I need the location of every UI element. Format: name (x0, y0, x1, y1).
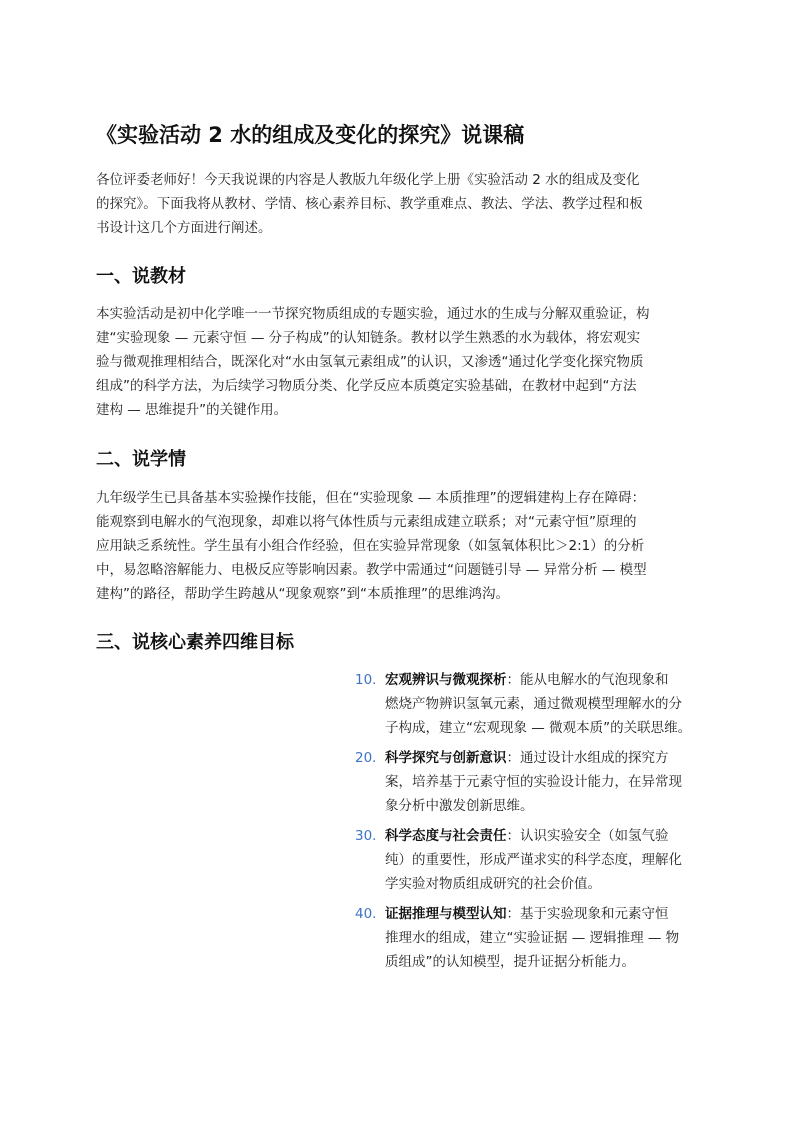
document-title: 《实验活动 2 水的组成及变化的探究》说课稿 (96, 123, 525, 147)
section-heading-students: 二、说学情 (96, 449, 186, 470)
paragraph-line: 应用缺乏系统性。学生虽有小组合作经验，但在实验异常现象（如氢氧体积比＞2:1）的分析 (96, 538, 645, 554)
goal-text: ：基于实验现象和元素守恒 (506, 906, 669, 922)
goal-term: 科学探究与创新意识 (385, 750, 507, 766)
goals-list (355, 668, 725, 974)
goal-line: 象分析中激发创新思维。 (385, 798, 534, 814)
paragraph-line: 书设计这几个方面进行阐述。 (96, 220, 272, 236)
intro-paragraph (96, 168, 706, 240)
goal-line: 学实验对物质组成研究的社会价值。 (385, 876, 601, 892)
paragraph-line: 建“实验现象 — 元素守恒 — 分子构成”的认知链条。教材以学生熟悉的水为载体，将宏观实 (96, 330, 641, 346)
paragraph-line: 能观察到电解水的气泡现象，却难以将气体性质与元素组成建立联系；对“元素守恒”原理的 (96, 514, 637, 530)
goal-number: 20. (355, 750, 377, 766)
paragraph-line: 建构 — 思维提升”的关键作用。 (96, 402, 288, 418)
goal-line: 纯）的重要性，形成严谨求实的科学态度，理解化 (385, 852, 682, 868)
paragraph-line: 本实验活动是初中化学唯一一节探究物质组成的专题实验，通过水的生成与分解双重验证，构 (96, 306, 650, 322)
goal-text: ：认识实验安全（如氢气验 (506, 828, 669, 844)
goal-line: 推理水的组成，建立“实验证据 — 逻辑推理 — 物 (385, 930, 680, 946)
goal-number: 10. (355, 672, 377, 688)
paragraph-line: 各位评委老师好！今天我说课的内容是人教版九年级化学上册《实验活动 2 水的组成及变化 (96, 172, 640, 188)
students-paragraph (96, 486, 706, 606)
goal-text: ：通过设计水组成的探究方 (506, 750, 669, 766)
goal-item (355, 746, 725, 818)
paragraph-line: 建构”的路径，帮助学生跨越从“现象观察”到“本质推理”的思维鸿沟。 (96, 586, 509, 602)
paragraph-line: 中，易忽略溶解能力、电极反应等影响因素。教学中需通过“问题链引导 — 异常分析 — 模型 (96, 562, 647, 578)
goal-line: 子构成，建立“宏观现象 — 微观本质”的关联思维。 (385, 720, 692, 736)
section-heading-textbook: 一、说教材 (96, 266, 186, 287)
goal-line: 质组成”的认知模型，提升证据分析能力。 (385, 954, 635, 970)
goal-number: 40. (355, 906, 377, 922)
textbook-paragraph (96, 302, 706, 422)
paragraph-line: 的探究》。下面我将从教材、学情、核心素养目标、教学重难点、教法、学法、教学过程和板 (96, 196, 643, 212)
goal-number: 30. (355, 828, 377, 844)
goal-item (355, 824, 725, 896)
paragraph-line: 组成”的科学方法，为后续学习物质分类、化学反应本质奠定实验基础，在教材中起到“方法 (96, 378, 637, 394)
goal-term: 科学态度与社会责任 (385, 828, 507, 844)
goal-term: 证据推理与模型认知 (385, 906, 507, 922)
goal-line: 燃烧产物辨识氢氧元素，通过微观模型理解水的分 (385, 696, 682, 712)
section-heading-goals: 三、说核心素养四维目标 (96, 632, 294, 653)
goal-item (355, 902, 725, 974)
goal-line: 案，培养基于元素守恒的实验设计能力，在异常现 (385, 774, 682, 790)
goal-item (355, 668, 725, 740)
goal-term: 宏观辨识与微观探析 (385, 672, 507, 688)
goal-text: ：能从电解水的气泡现象和 (506, 672, 669, 688)
paragraph-line: 验与微观推理相结合，既深化对“水由氢氧元素组成”的认识，又渗透“通过化学变化探究物质 (96, 354, 644, 370)
paragraph-line: 九年级学生已具备基本实验操作技能，但在“实验现象 — 本质推理”的逻辑建构上存在障碍： (96, 490, 646, 506)
